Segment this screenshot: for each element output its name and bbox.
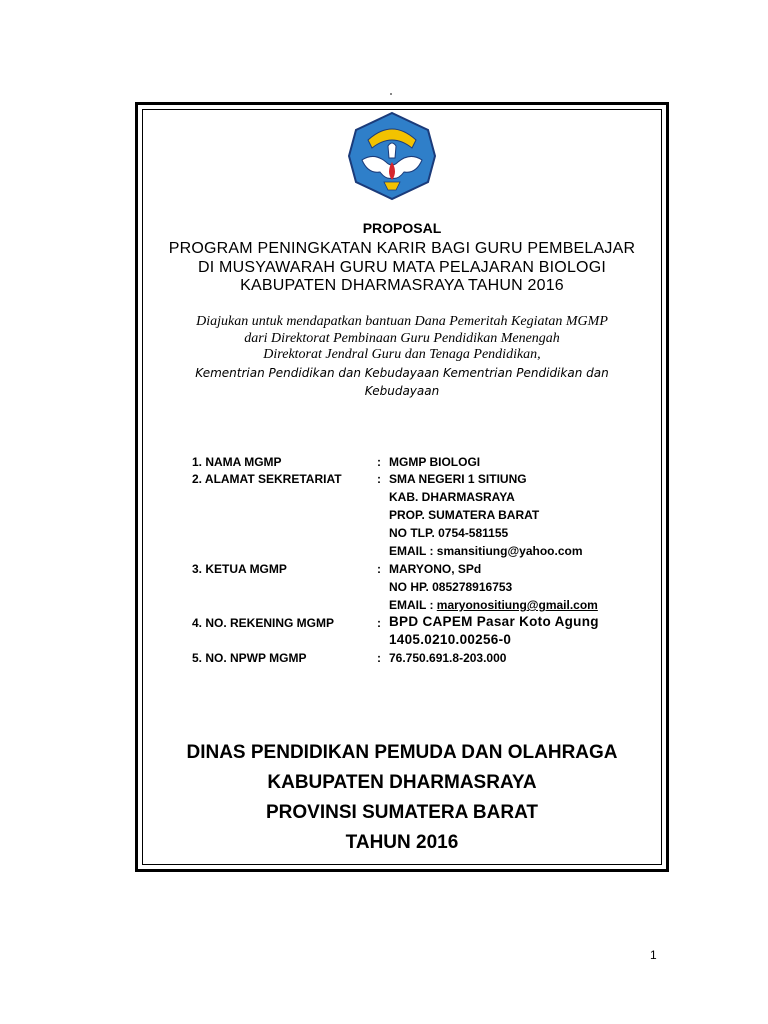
footer-line-4: TAHUN 2016 <box>345 832 459 853</box>
rekening-label: 4. NO. REKENING MGMP <box>192 616 335 630</box>
ministry-text <box>140 364 664 400</box>
ministry-line-1: Kementrian Pendidikan dan Kebudayaan Kementrian Pendidikan dan <box>195 366 609 380</box>
submission-purpose <box>140 314 664 364</box>
stray-mark <box>390 93 392 95</box>
ketua-email <box>389 598 598 612</box>
separator: : <box>377 472 381 486</box>
document-type: PROPOSAL <box>362 220 442 236</box>
footer-line-1: DINAS PENDIDIKAN PEMUDA DAN OLAHRAGA <box>186 742 618 763</box>
program-title-line-3: KABUPATEN DHARMASRAYA TAHUN 2016 <box>240 277 564 294</box>
institution-footer <box>140 738 664 858</box>
separator: : <box>377 455 381 469</box>
separator: : <box>377 616 381 630</box>
npwp-label: 5. NO. NPWP MGMP <box>192 651 307 665</box>
alamat-line: KAB. DHARMASRAYA <box>389 490 515 504</box>
separator: : <box>377 562 381 576</box>
program-title <box>140 240 664 296</box>
npwp-value: 76.750.691.8-203.000 <box>389 651 507 665</box>
submission-line-3: Direktorat Jendral Guru dan Tenaga Pendidikan, <box>263 347 541 362</box>
submission-line-1: Diajukan untuk mendapatkan bantuan Dana Pemeritah Kegiatan MGMP <box>196 314 608 329</box>
alamat-line: SMA NEGERI 1 SITIUNG <box>389 472 527 486</box>
ketua-phone: NO HP. 085278916753 <box>389 580 513 594</box>
submission-line-2: dari Direktorat Pembinaan Guru Pendidikan Menengah <box>244 330 560 346</box>
ketua-label: 3. KETUA MGMP <box>192 562 287 576</box>
alamat-line: PROP. SUMATERA BARAT <box>389 508 540 522</box>
alamat-label: 2. ALAMAT SEKRETARIAT <box>192 472 342 486</box>
rekening-number: 1405.0210.00256-0 <box>389 632 512 647</box>
ketua-name: MARYONO, SPd <box>389 562 482 576</box>
footer-line-2: KABUPATEN DHARMASRAYA <box>267 772 537 793</box>
alamat-line: NO TLP. 0754-581155 <box>389 526 509 540</box>
rekening-bank: BPD CAPEM Pasar Koto Agung <box>389 614 599 629</box>
nama-mgmp-label: 1. NAMA MGMP <box>192 455 282 469</box>
alamat-email: EMAIL : smansitiung@yahoo.com <box>389 544 583 558</box>
tut-wuri-handayani-logo <box>346 110 438 202</box>
ministry-line-2: Kebudayaan <box>364 384 440 398</box>
footer-line-3: PROVINSI SUMATERA BARAT <box>266 802 538 823</box>
nama-mgmp-value: MGMP BIOLOGI <box>389 455 481 469</box>
ketua-email-link[interactable]: maryonositiung@gmail.com <box>436 598 598 612</box>
separator: : <box>377 651 381 665</box>
program-title-line-2: DI MUSYAWARAH GURU MATA PELAJARAN BIOLOGI <box>198 258 606 276</box>
ketua-email-prefix: EMAIL : <box>389 598 437 612</box>
page-number: 1 <box>650 948 657 962</box>
program-title-line-1: PROGRAM PENINGKATAN KARIR BAGI GURU PEMBELAJAR <box>168 240 636 257</box>
